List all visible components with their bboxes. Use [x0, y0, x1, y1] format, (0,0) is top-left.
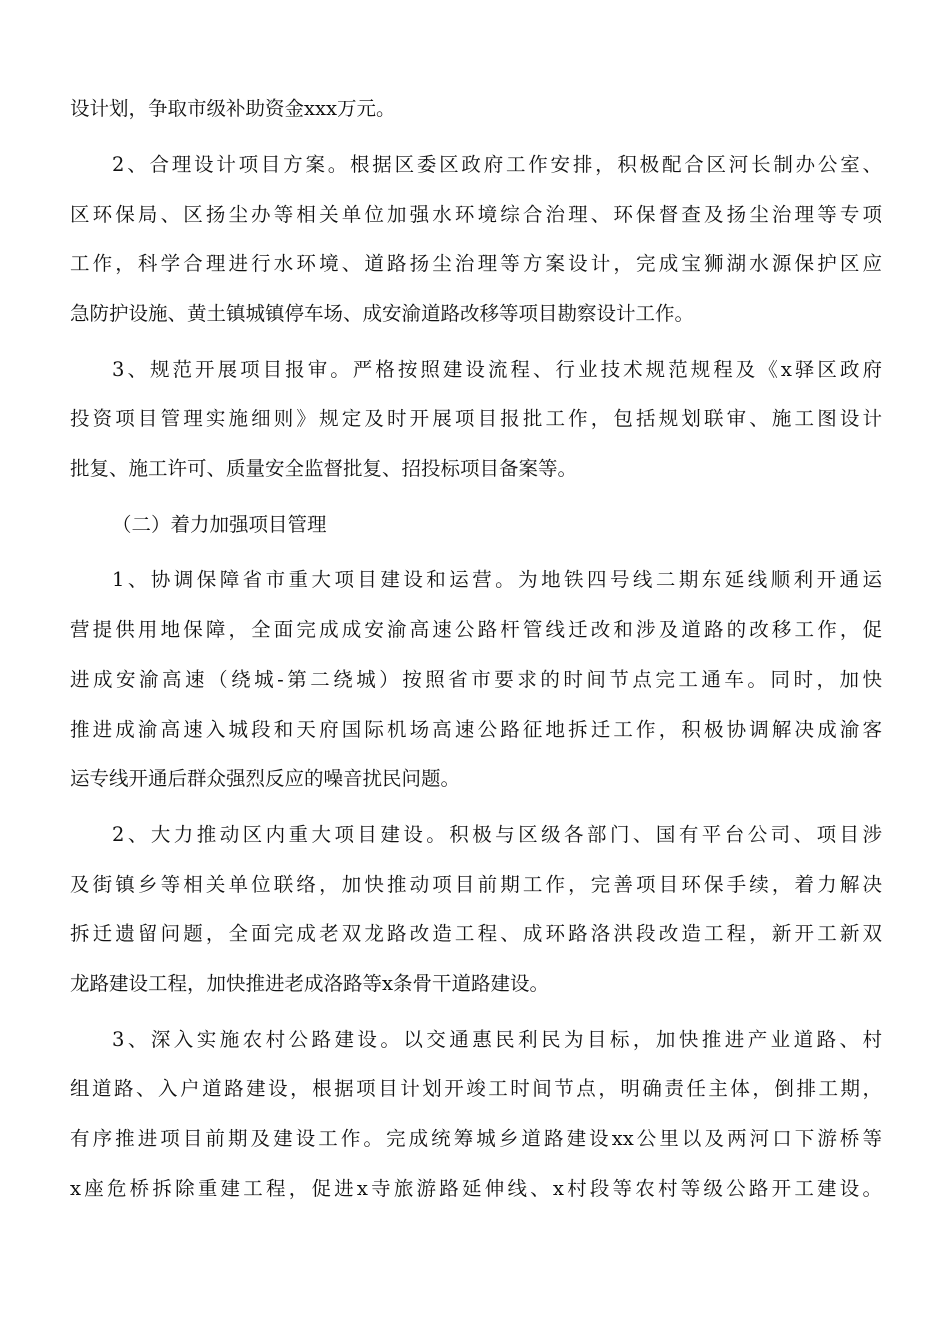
- paragraph-first-line: 2、大力推动区内重大项目建设。积极与区级各部门、国有平台公司、项目涉: [112, 823, 882, 846]
- text-line: 工作，科学合理进行水环境、道路扬尘治理等方案设计，完成宝狮湖水源保护区应: [70, 252, 882, 275]
- paragraph-first-line: 3、深入实施农村公路建设。以交通惠民利民为目标，加快推进产业道路、村: [112, 1028, 882, 1051]
- text-line: 急防护设施、黄土镇城镇停车场、成安渝道路改移等项目勘察设计工作。: [70, 302, 695, 325]
- text-line: 进成安渝高速（绕城-第二绕城）按照省市要求的时间节点完工通车。同时，加快: [70, 668, 882, 691]
- paragraph-first-line: 3、规范开展项目报审。严格按照建设流程、行业技术规范规程及《x驿区政府: [112, 358, 882, 381]
- text-line: 及街镇乡等相关单位联络，加快推动项目前期工作，完善项目环保手续，着力解决: [70, 873, 882, 896]
- paragraph-first-line: 2、合理设计项目方案。根据区委区政府工作安排，积极配合区河长制办公室、: [112, 153, 882, 176]
- text-line: 批复、施工许可、质量安全监督批复、招投标项目备案等。: [70, 457, 578, 480]
- section-heading: （二）着力加强项目管理: [112, 513, 327, 536]
- text-line: x座危桥拆除重建工程，促进x寺旅游路延伸线、x村段等农村等级公路开工建设。: [70, 1177, 882, 1200]
- text-line: 设计划，争取市级补助资金xxx万元。: [70, 97, 396, 120]
- paragraph-first-line: 1、协调保障省市重大项目建设和运营。为地铁四号线二期东延线顺利开通运: [112, 568, 882, 591]
- text-line: 运专线开通后群众强烈反应的噪音扰民问题。: [70, 767, 461, 790]
- text-line: 投资项目管理实施细则》规定及时开展项目报批工作，包括规划联审、施工图设计: [70, 407, 882, 430]
- text-line: 营提供用地保障，全面完成成安渝高速公路杆管线迁改和涉及道路的改移工作，促: [70, 618, 882, 641]
- text-line: 组道路、入户道路建设，根据项目计划开竣工时间节点，明确责任主体，倒排工期，: [70, 1077, 882, 1100]
- text-line: 推进成渝高速入城段和天府国际机场高速公路征地拆迁工作，积极协调解决成渝客: [70, 718, 882, 741]
- text-line: 区环保局、区扬尘办等相关单位加强水环境综合治理、环保督查及扬尘治理等专项: [70, 203, 882, 226]
- text-line: 龙路建设工程，加快推进老成洛路等x条骨干道路建设。: [70, 972, 549, 995]
- text-line: 拆迁遗留问题，全面完成老双龙路改造工程、成环路洛洪段改造工程，新开工新双: [70, 922, 882, 945]
- text-line: 有序推进项目前期及建设工作。完成统筹城乡道路建设xx公里以及两河口下游桥等: [70, 1127, 882, 1150]
